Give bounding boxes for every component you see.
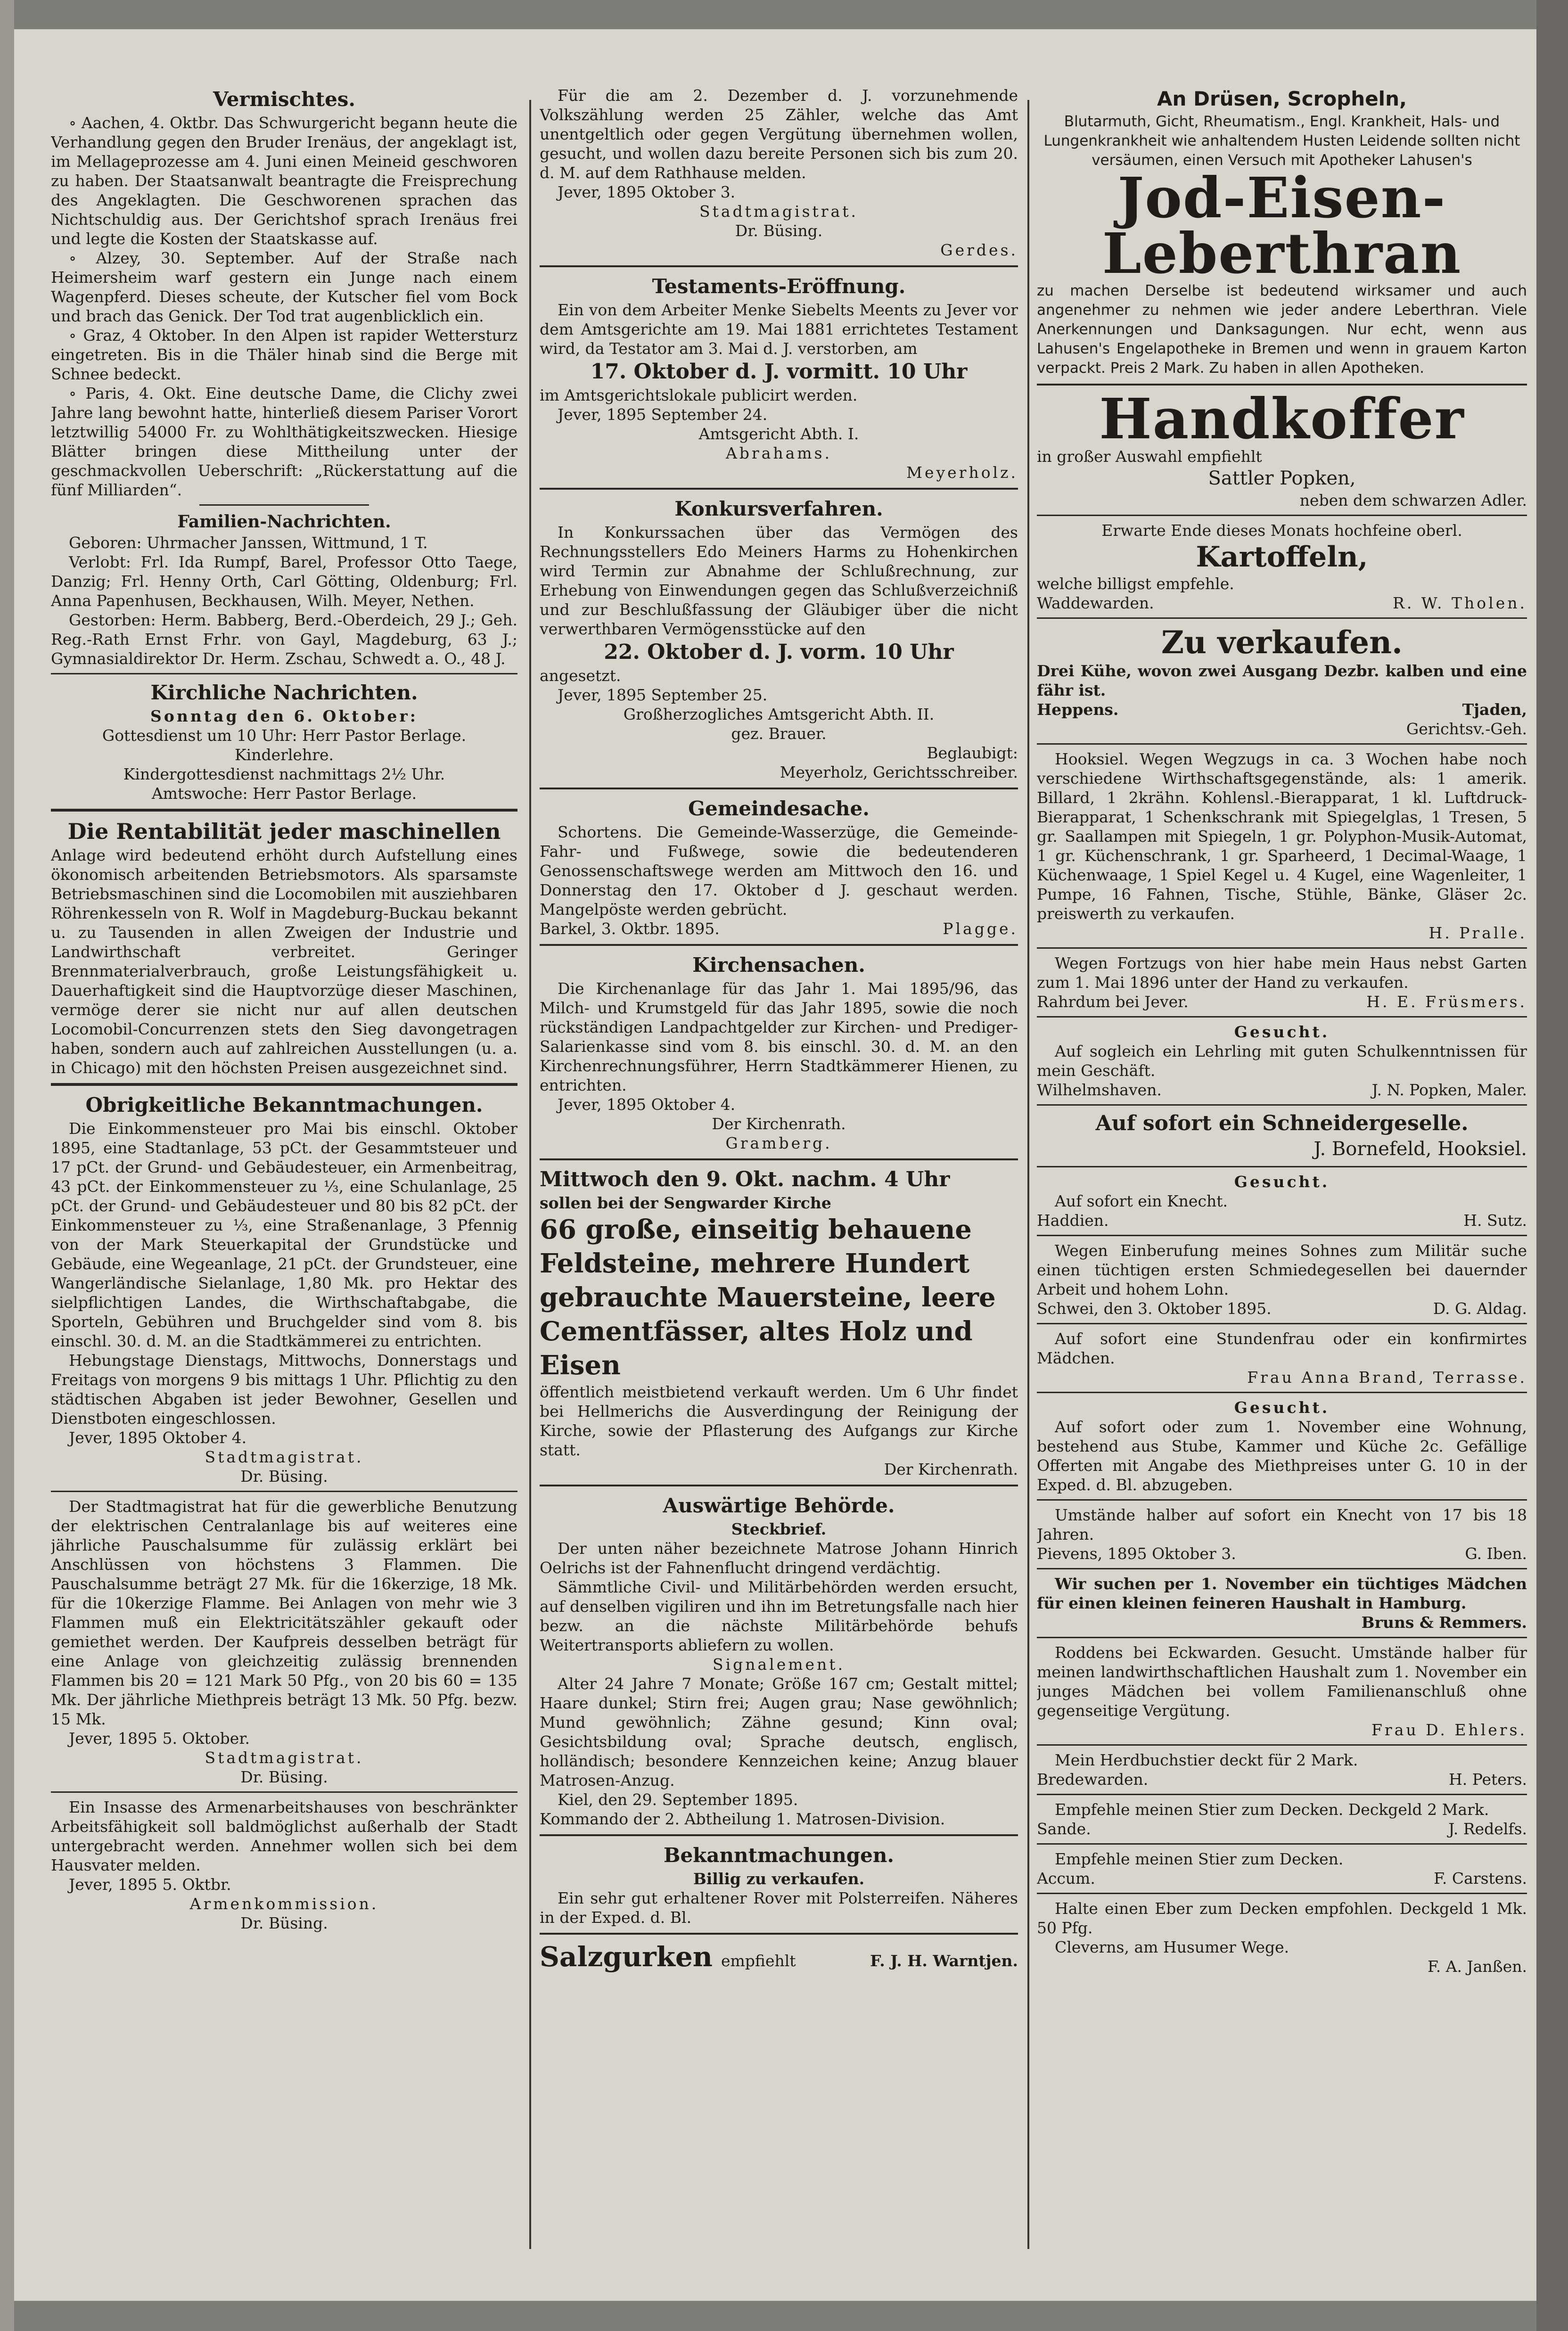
kartoffeln-name: R. W. Tholen. <box>1393 594 1527 612</box>
obrigkeitliche-heading: Obrigkeitliche Bekanntmachungen. <box>85 1093 483 1116</box>
familien-heading: Familien-Nachrichten. <box>177 512 391 532</box>
roddens-body: Roddens bei Eckwarden. Gesucht. Umstände halber für meinen landwirthschaftlichen Haushalt zum 1. November ein junges Mädchen bei vollem Familienanschluß ohne gegenseitige Vergütung. <box>1037 1643 1527 1720</box>
handkoffer-name: Sattler Popken, <box>1208 468 1356 489</box>
obrig-elektrisch-sig2: Dr. Büsing. <box>240 1768 328 1786</box>
stier2-place: Accum. <box>1037 1869 1095 1888</box>
steckbrief-body-2: Sämmtliche Civil- und Militärbehörden werden ersucht, auf denselben vigiliren und ihn im Betretungsfalle nach hier bezw. an die nächste Militärbehörde behufs Weitertransports abliefern zu wollen. <box>540 1578 1018 1654</box>
column-rule-2 <box>1027 100 1029 2249</box>
familien-gestorben: Gestorben: Herm. Babberg, Berd.-Oberdeich, 29 J.; Geh. Reg.-Rath Ernst Frhr. von Gayl, Magdeburg, 63 J.; Gymnasialdirektor Dr. Herm. Zschau, Schwedt a. O., 48 J. <box>51 611 517 668</box>
steckbrief-sig: Kommando der 2. Abtheilung 1. Matrosen-Division. <box>540 1810 945 1828</box>
konkurs-body: In Konkurssachen über das Vermögen des Rechnungsstellers Edo Meiners Harms zu Hohenkirchen wird Termin zur Abnahme der Schlußrechnung, zur Erhebung von Einwendungen gegen das Schlußverzeichniß und zur Beschlußfassung der Gläubiger über die nicht verwerthbaren Vermögensstücke auf den <box>540 523 1018 638</box>
kartoffeln-sub: welche billigst empfehle. <box>1037 575 1234 593</box>
divider <box>1037 1568 1527 1569</box>
verkaufen-name: Tjaden, <box>1462 700 1527 719</box>
divider <box>1037 617 1527 619</box>
kartoffeln-place: Waddewarden. <box>1037 594 1154 612</box>
gemeinde-sig: Plagge. <box>943 919 1018 938</box>
volkszaehlung-sig2: Dr. Büsing. <box>735 222 823 240</box>
obrig-elektrisch-sig1: Stadtmagistrat. <box>205 1748 364 1767</box>
gesucht2-body: Auf sofort ein Knecht. <box>1055 1192 1228 1210</box>
divider <box>51 1491 517 1492</box>
bekannt-heading: Bekanntmachungen. <box>663 1844 895 1867</box>
verkaufen-body: Drei Kühe, wovon zwei Ausgang Dezbr. kalben und eine fähr ist. <box>1037 662 1527 699</box>
column-rule-1 <box>529 100 531 2249</box>
knecht-signature <box>1037 1544 1527 1563</box>
news-paris: ∘ Paris, 4. Okt. Eine deutsche Dame, die Clichy zwei Jahre lang bewohnt hatte, hinterließ diesem Pariser Vorort letztwillig 54000 Fr. zu Wohlthätigkeitszwecken. Hiesige Blätter bringen diese Mittheilung unter der geschmackvollen Ueberschrift: „Rückerstattung auf die fünf Milliarden“. <box>51 384 517 499</box>
obrig-armenhaus: Ein Insasse des Armenarbeitshauses von beschränkter Arbeitsfähigkeit soll baldmöglichst außerhalb der Stadt untergebracht werden. Annehmer wollen sich bei dem Hausvater melden. <box>51 1798 517 1874</box>
konkurs-begl: Beglaubigt: <box>927 744 1018 762</box>
divider <box>540 488 1018 490</box>
rentabilitaet-body: Anlage wird bedeutend erhöht durch Aufstellung eines ökonomisch arbeitenden Betriebsmotors. Als sparsamste Betriebsmaschinen sind die Locomobilen mit ausziehbaren Röhrenkesseln von R. Wolf in Magdeburg-Buckau bekannt u. zu Tausenden in allen Zweigen der Industrie und Landwirthschaft verbreitet. Geringer Brennmaterialverbrauch, große Leistungsfähigkeit u. Dauerhaftigkeit sind die Hauptvorzüge dieser Maschinen, vermöge derer sie nicht nur auf allen deutschen Locomobil-Concurrenzen stets den Sieg davongetragen haben, sondern auch auf zahlreichen Ausstellungen (u. a. in Chicago) mit den höchsten Preisen ausgezeichnet sind. <box>51 846 517 1077</box>
gemeinde-heading: Gemeindesache. <box>688 797 870 820</box>
obrig-hebungstage-date: Jever, 1895 Oktober 4. <box>69 1428 247 1447</box>
verkaufen-signature <box>1037 700 1527 719</box>
testament-body: Ein von dem Arbeiter Menke Siebelts Meents zu Jever vor dem Amtsgerichte am 19. Mai 1881 errichtetes Testament wird, da Testator am 3. Mai d. J. verstorben, am <box>540 301 1018 358</box>
obrig-elektrisch-date: Jever, 1895 5. Oktober. <box>69 1729 250 1748</box>
kirchliche-sonntag: Sonntag den 6. Oktober: <box>150 707 418 725</box>
testament-clerk: Meyerholz. <box>906 463 1018 482</box>
salzgurken-title: Salzgurken <box>540 1941 713 1973</box>
gesucht1-body: Auf sogleich ein Lehrling mit guten Schulkenntnissen für mein Geschäft. <box>1037 1042 1527 1080</box>
schneider-title: Auf sofort ein Schneidergeselle. <box>1095 1111 1469 1135</box>
knecht-name: G. Iben. <box>1465 1544 1527 1563</box>
konkurs-name: gez. Brauer. <box>731 724 827 743</box>
divider <box>1037 1104 1527 1106</box>
column-1 <box>51 86 517 2273</box>
auction-items: 66 große, einseitig behauene Feldsteine, mehrere Hundert gebrauchte Mauersteine, leere Cementfässer, altes Holz und Eisen <box>540 1214 996 1381</box>
familien-geboren: Geboren: Uhrmacher Janssen, Wittmund, 1 T. <box>69 534 428 552</box>
divider <box>1037 1843 1527 1845</box>
divider <box>51 1083 517 1086</box>
obrig-elektrisch: Der Stadtmagistrat hat für die gewerbliche Benutzung der elektrischen Centralanlage bis auf weiteres eine jährliche Pauschalsumme für zulässig erklärt bei Anschlüssen von höchstens 3 Flammen. Die Pauschalsumme beträgt 27 Mk. für die 16kerzige, 18 Mk. für die 10kerzige Flamme. Bei Anlagen von mehr wie 3 Flammen muß ein Elektricitätszähler gekauft oder gemiethet werden. Der Kaufpreis desselben beträgt für eine Anlage von gleichzeitig zulässig brennenden Flammen bis 20 = 121 Mark 50 Pfg., von 20 bis 60 = 135 Mk. Der jährliche Miethpreis beträgt 13 Mk. 50 Pfg. bezw. 15 Mk. <box>51 1497 517 1728</box>
column-2 <box>540 86 1018 2273</box>
obrig-armenhaus-date: Jever, 1895 5. Oktbr. <box>69 1875 231 1894</box>
kirchen-sig1: Der Kirchenrath. <box>712 1115 846 1133</box>
roddens-name: Frau D. Ehlers. <box>1371 1721 1527 1739</box>
testament-heading: Testaments-Eröffnung. <box>652 275 906 298</box>
kirchliche-kinderlehre: Kinderlehre. <box>234 746 334 764</box>
gesucht3-heading: Gesucht. <box>1234 1398 1330 1417</box>
konkurs-date-big: 22. Oktober d. J. vorm. 10 Uhr <box>604 640 954 664</box>
signalement-body: Alter 24 Jahre 7 Monate; Größe 167 cm; Gestalt mittel; Haare dunkel; Stirn frei; Augen grau; Nase gewöhnlich; Mund gewöhnlich; Zähne gesund; Kinn oval; Gesichtsbildung oval; Sprache deutsch, englisch, holländisch; besondere Kennzeichen keine; Anzug blauer Matrosen-Anzug. <box>540 1674 1018 1789</box>
divider <box>540 1933 1018 1935</box>
gesucht1-place: Wilhelmshaven. <box>1037 1081 1162 1099</box>
hamburg-name: Bruns & Remmers. <box>1361 1613 1527 1632</box>
auswaertig-heading: Auswärtige Behörde. <box>663 1494 895 1517</box>
gesucht2-name: H. Sutz. <box>1463 1211 1527 1230</box>
newspaper-page <box>14 29 1536 2301</box>
divider <box>1037 743 1527 745</box>
knecht-place: Pievens, 1895 Oktober 3. <box>1037 1544 1236 1563</box>
jod-body: zu machen Derselbe ist bedeutend wirksamer und auch angenehmer zu nehmen wie jeder andere Leberthran. Viele Anerkennungen und Danksagungen. Nur echt, wenn aus Lahusen's Engelapotheke in Bremen und wenn in grauem Karton verpackt. Preis 2 Mark. Zu haben in allen Apotheken. <box>1037 282 1527 377</box>
konkurs-body-2: angesetzt. <box>540 666 621 685</box>
handkoffer-addr: neben dem schwarzen Adler. <box>1299 491 1527 509</box>
divider <box>1037 1323 1527 1324</box>
divider <box>1037 1893 1527 1894</box>
testament-court: Amtsgericht Abth. I. <box>698 425 859 443</box>
gemeinde-signature <box>540 919 1018 938</box>
divider <box>540 265 1018 267</box>
steckbrief-date: Kiel, den 29. September 1895. <box>558 1790 798 1809</box>
stier2-body: Empfehle meinen Stier zum Decken. <box>1055 1850 1344 1868</box>
volkszaehlung-sig1: Stadtmagistrat. <box>699 202 858 221</box>
handkoffer-sub: in großer Auswahl empfiehlt <box>1037 447 1262 466</box>
gesucht2-signature <box>1037 1211 1527 1230</box>
volkszaehlung-sig3: Gerdes. <box>940 241 1018 259</box>
konkurs-clerk: Meyerholz, Gerichtsschreiber. <box>780 763 1018 781</box>
divider <box>1037 1392 1527 1393</box>
gesucht3-body: Auf sofort oder zum 1. November eine Wohnung, bestehend aus Stube, Kammer und Küche 2c. Gefällige Offerten mit Angabe des Miethpreises unter G. 10 in der Exped. d. Bl. abzugeben. <box>1037 1418 1527 1494</box>
divider <box>199 504 369 506</box>
scan-edge-left <box>0 0 14 2331</box>
stier1-name: J. Redelfs. <box>1448 1820 1527 1838</box>
herdbuch-signature <box>1037 1770 1527 1789</box>
gesucht1-heading: Gesucht. <box>1234 1023 1330 1041</box>
divider <box>1037 1794 1527 1795</box>
stier1-signature <box>1037 1819 1527 1839</box>
divider <box>51 673 517 674</box>
gemeinde-date: Barkel, 3. Oktbr. 1895. <box>540 919 720 938</box>
stier1-place: Sande. <box>1037 1820 1091 1838</box>
kirchen-date: Jever, 1895 Oktober 4. <box>558 1095 736 1114</box>
billig-heading: Billig zu verkaufen. <box>693 1870 865 1888</box>
stunden-name: Frau Anna Brand, Terrasse. <box>1247 1368 1527 1387</box>
divider <box>1037 384 1527 386</box>
hooksiel-body: Hooksiel. Wegen Wegzugs in ca. 3 Wochen habe noch verschiedene Wirthschaftsgegenstände, als: 1 amerik. Billard, 1 2krähn. Kohlensl.-Bierapparat, 1 kl. Luftdruck-Bierapparat, 1 Schenkschrank mit Spiegelglas, 1 Tresen, 5 gr. Saallampen mit Spiegeln, 1 gr. Polyphon-Musik-Automat, 1 gr. Küchenschrank, 1 gr. Sparheerd, 1 Decimal-Waage, 1 Küchenwaage, 1 Spiel Kegel u. 4 Kugel, eine Wagenleiter, 1 Pumpe, 16 Fahnen, Tische, Stühle, Bänke, Gläser 2c. preiswerth zu verkaufen. <box>1037 750 1527 923</box>
gesucht1-signature <box>1037 1080 1527 1100</box>
knecht-body: Umstände halber auf sofort ein Knecht von 17 bis 18 Jahren. <box>1037 1506 1527 1543</box>
testament-name: Abrahams. <box>725 444 832 462</box>
obrig-armenhaus-sig2: Dr. Büsing. <box>240 1914 328 1932</box>
steckbrief-heading: Steckbrief. <box>731 1520 827 1538</box>
obrig-hebungstage-sig1: Stadtmagistrat. <box>205 1448 364 1466</box>
divider <box>1037 1499 1527 1501</box>
haus-signature <box>1037 992 1527 1011</box>
schneider-name: J. Bornefeld, Hooksiel. <box>1314 1138 1527 1160</box>
herdbuch-place: Bredewarden. <box>1037 1770 1149 1789</box>
druesen-heading: An Drüsen, Scropheln, <box>1157 87 1407 110</box>
auction-head: Mittwoch den 9. Okt. nachm. 4 Uhr <box>540 1167 950 1191</box>
stier2-signature <box>1037 1869 1527 1888</box>
kirchliche-amtswoche: Amtswoche: Herr Pastor Berlage. <box>151 784 417 803</box>
news-aachen: ∘ Aachen, 4. Oktbr. Das Schwurgericht begann heute die Verhandlung gegen den Bruder Irenäus, der angeklagt ist, im Mellageprozesse am 4. Juni einen Meineid geschworen zu haben. Der Staatsanwalt beantragte die Freisprechung des Angeklagten. Die Geschworenen sprachen das Nichtschuldig aus. Der Gerichtshof sprach Irenäus frei und legte die Kosten der Staatskasse auf. <box>51 114 517 248</box>
gesucht2-heading: Gesucht. <box>1234 1173 1330 1191</box>
verkaufen-name2: Gerichtsv.-Geh. <box>1406 720 1527 738</box>
kartoffeln-title: Kartoffeln, <box>1196 541 1368 574</box>
hooksiel-name: H. Pralle. <box>1428 924 1527 942</box>
kartoffeln-intro: Erwarte Ende dieses Monats hochfeine oberl. <box>1101 521 1462 540</box>
familien-verlobt: Verlobt: Frl. Ida Rumpf, Barel, Professor Otto Taege, Danzig; Frl. Henny Orth, Carl Götting, Oldenburg; Frl. Anna Papenhusen, Beckhausen, Wilh. Meyer, Nethen. <box>51 553 517 610</box>
gesucht1-name: J. N. Popken, Maler. <box>1371 1081 1527 1099</box>
divider <box>1037 1166 1527 1167</box>
divider <box>51 809 517 812</box>
herdbuch-name: H. Peters. <box>1449 1770 1527 1789</box>
auction-sig: Der Kirchenrath. <box>884 1460 1018 1478</box>
salzgurken-ad <box>540 1940 1018 1973</box>
testament-date: Jever, 1895 September 24. <box>558 405 768 424</box>
kirchliche-kindergottesdienst: Kindergottesdienst nachmittags 2½ Uhr. <box>123 765 445 783</box>
verkaufen-place: Heppens. <box>1037 700 1119 719</box>
herdbuch-body: Mein Herdbuchstier deckt für 2 Mark. <box>1055 1751 1358 1769</box>
divider <box>540 944 1018 946</box>
divider <box>540 1834 1018 1836</box>
eber-place: Cleverns, am Husumer Wege. <box>1055 1938 1289 1956</box>
militaer-body: Wegen Einberufung meines Sohnes zum Militär suche einen tüchtigen ersten Schmiedegesellen bei dauernder Arbeit und hohem Lohn. <box>1037 1241 1527 1298</box>
scan-edge-right <box>1536 0 1568 2331</box>
column-3 <box>1037 86 1527 2273</box>
billig-body: Ein sehr gut erhaltener Rover mit Polsterreifen. Näheres in der Exped. d. Bl. <box>540 1889 1018 1927</box>
auction-sub: sollen bei der Sengwarder Kirche <box>540 1194 831 1212</box>
divider <box>1037 1235 1527 1236</box>
news-graz: ∘ Graz, 4 Oktober. In den Alpen ist rapider Wettersturz eingetreten. Bis in die Thäler hinab sind die Berge mit Schnee bedeckt. <box>51 326 517 383</box>
obrig-armenhaus-sig1: Armenkommission. <box>189 1895 379 1913</box>
gemeinde-body: Schortens. Die Gemeinde-Wasserzüge, die Gemeinde-Fahr- und Fußwege, sowie die bedeutenderen Genossenschaftswege werden am Mittwoch den 16. und Donnerstag den 17. Oktober d J. geschaut werden. Mangelpöste werden gebrücht. <box>540 823 1018 919</box>
stier2-name: F. Carstens. <box>1434 1869 1527 1888</box>
salzgurken-name: F. J. H. Warntjen. <box>870 1952 1018 1970</box>
volkszaehlung: Für die am 2. Dezember d. J. vorzunehmende Volkszählung werden 25 Zähler, welche das Amt unentgeltlich oder gegen Vergütung übernehmen wollen, gesucht, und wollen dazu bereite Personen sich bis zum 20. d. M. auf dem Rathhause melden. <box>540 86 1018 182</box>
konkurs-date: Jever, 1895 September 25. <box>558 686 768 704</box>
divider <box>1037 1016 1527 1018</box>
kirchen-heading: Kirchensachen. <box>692 953 865 977</box>
testament-date-big: 17. Oktober d. J. vormitt. 10 Uhr <box>590 360 968 384</box>
obrig-hebungstage-sig2: Dr. Büsing. <box>240 1467 328 1486</box>
salzgurken-sub: empfiehlt <box>721 1952 796 1970</box>
obrig-hebungstage: Hebungstage Dienstags, Mittwochs, Donnerstags und Freitags von morgens 9 bis mittags 1 Uhr. Pflichtig zu den städtischen Abgaben ist jeder Bewohner, Gesellen und Dienstboten eingeschlossen. <box>51 1351 517 1428</box>
obrig-steuer: Die Einkommensteuer pro Mai bis einschl. Oktober 1895, eine Stadtanlage, 53 pCt. der Gesammtsteuer und 17 pCt. der Grund- und Gebäudesteuer, ein Armenbeitrag, 43 pCt. der Einkommensteuer zu ⅓, eine Schulanlage, 25 pCt. der Grund- und Gebäudesteuer und 80 bis 82 pCt. der Einkommensteuer zu ⅓, eine Straßenanlage, 3 Pfennig von der Mark Steuerkapital der Grundstücke und Gebäude, eine Wegeanlage, 21 pCt. der Grundsteuer, eine Wangerländische Sielanlage, 1,80 Mk. pro Hektar des sielpflichtigen Landes, die Wirthschaftabgabe, die Sporteln, Gebühren und Bruchgelder sind vom 8. bis einschl. 30. d. M. an die Stadtkämmerei zu entrichten. <box>51 1119 517 1350</box>
rentabilitaet-title: Die Rentabilität jeder maschinellen <box>67 819 501 844</box>
eber-name: F. A. Janßen. <box>1427 1957 1527 1976</box>
kartoffeln-signature <box>1037 593 1527 613</box>
jod-title: Jod-Eisen-Leberthran <box>1102 165 1462 286</box>
divider <box>1037 1744 1527 1746</box>
druesen-body: Blutarmuth, Gicht, Rheumatism., Engl. Krankheit, Hals- und Lungenkrankheit wie anhaltendem Husten Leidende sollten nicht versäumen, einen Versuch mit Apotheker Lahusen's <box>1043 113 1520 169</box>
kirchen-body: Die Kirchenanlage für das Jahr 1. Mai 1895/96, das Milch- und Krumstgeld für das Jahr 1895, sowie die noch rückständigen Landpachtgelder zur Kirchen- und Prediger-Salarienkasse sind vom 8. bis einschl. 30. d. M. an den Kirchenrechnungsführer, Herrn Stadtkämmerer Hienen, zu entrichten. <box>540 979 1018 1094</box>
verkaufen-title: Zu verkaufen. <box>1161 624 1403 661</box>
hamburg-body: Wir suchen per 1. November ein tüchtiges Mädchen für einen kleinen feineren Haushalt in Hamburg. <box>1037 1575 1527 1612</box>
testament-body-2: im Amtsgerichtslokale publicirt werden. <box>540 386 858 404</box>
haus-body: Wegen Fortzugs von hier habe mein Haus nebst Garten zum 1. Mai 1896 unter der Hand zu verkaufen. <box>1037 954 1527 992</box>
divider <box>51 1791 517 1793</box>
divider <box>1037 515 1527 516</box>
konkurs-court: Großherzogliches Amtsgericht Abth. II. <box>623 705 935 723</box>
kirchliche-gottesdienst: Gottesdienst um 10 Uhr: Herr Pastor Berlage. <box>102 726 467 745</box>
divider <box>540 1158 1018 1160</box>
auction-body: öffentlich meistbietend verkauft werden. Um 6 Uhr findet bei Hellmerichs die Ausverdingung der Reinigung der Kirche, sowie der Pflasterung des Aufgangs zur Kirche statt. <box>540 1383 1018 1459</box>
divider <box>1037 1637 1527 1638</box>
konkurs-heading: Konkursverfahren. <box>674 497 883 520</box>
militaer-place: Schwei, den 3. Oktober 1895. <box>1037 1299 1272 1318</box>
divider <box>540 788 1018 789</box>
eber-body: Halte einen Eber zum Decken empfohlen. Deckgeld 1 Mk. 50 Pfg. <box>1037 1899 1527 1937</box>
divider <box>1037 947 1527 949</box>
vermischtes-heading: Vermischtes. <box>213 88 356 111</box>
militaer-signature <box>1037 1299 1527 1318</box>
militaer-name: D. G. Aldag. <box>1433 1299 1527 1318</box>
volkszaehlung-date: Jever, 1895 Oktober 3. <box>558 183 736 201</box>
kirchliche-heading: Kirchliche Nachrichten. <box>150 681 418 704</box>
gesucht2-place: Haddien. <box>1037 1211 1109 1230</box>
stier1-body: Empfehle meinen Stier zum Decken. Deckgeld 2 Mark. <box>1055 1800 1489 1819</box>
divider <box>540 1485 1018 1486</box>
steckbrief-body-1: Der unten näher bezeichnete Matrose Johann Hinrich Oelrichs ist der Fahnenflucht dringend verdächtig. <box>540 1539 1018 1577</box>
kirchen-sig2: Gramberg. <box>725 1134 832 1152</box>
stunden-body: Auf sofort eine Stundenfrau oder ein konfirmirtes Mädchen. <box>1037 1330 1527 1367</box>
handkoffer-title: Handkoffer <box>1099 386 1465 451</box>
news-alzey: ∘ Alzey, 30. September. Auf der Straße nach Heimersheim warf gestern ein Junge nach einem Wagenpferd. Dieses scheute, der Kutscher fiel vom Bock und brach das Genick. Der Tod trat augenblicklich ein. <box>51 249 517 325</box>
haus-place: Rahrdum bei Jever. <box>1037 993 1189 1011</box>
haus-name: H. E. Früsmers. <box>1366 993 1527 1011</box>
signalement-heading: Signalement. <box>712 1655 846 1674</box>
